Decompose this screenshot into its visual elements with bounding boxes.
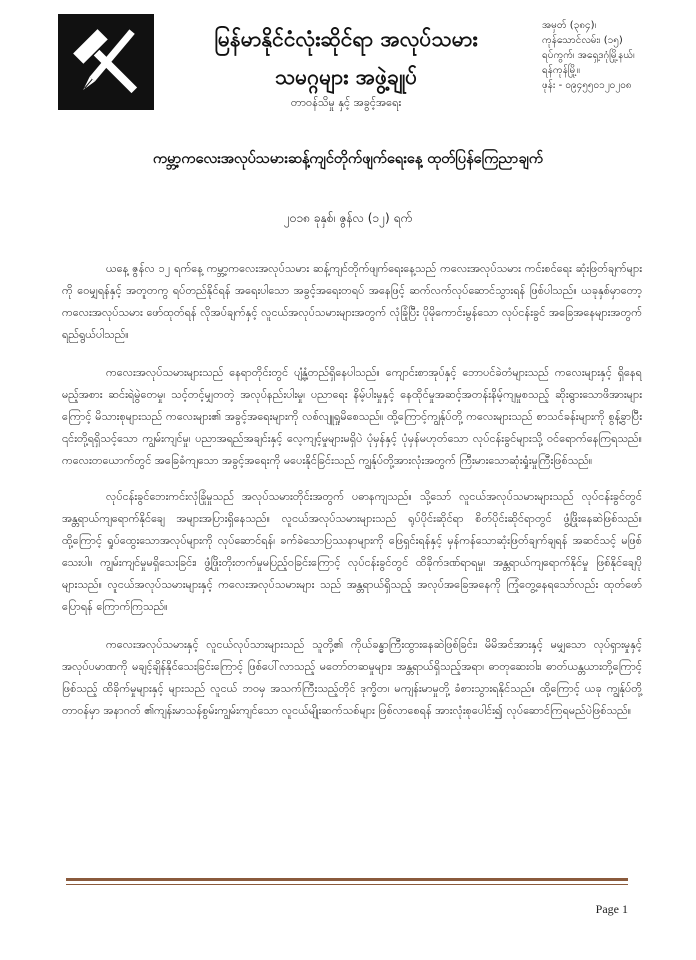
paragraph-3: လုပ်ငန်းခွင်ဘေးကင်းလုံခြုံမှုသည် အလုပ်သမားတိုင်းအတွက် ပဓာနကျသည်။ သို့သော် လူငယ်အလုပ်သမားများသည် လုပ်ငန်းခွင်တွင် အန္တရာယ်ကျရောက်နိုင်ချေ အများအပြားရှိနေသည်။ လူငယ်အလုပ်သမားများသည် ရုပ်ပိုင်းဆိုင်ရာ စိတ်ပိုင်းဆိုင်ရာတွင် ဖွံ့ဖြိုးနေဆဲဖြစ်သည်။ ထို့ကြောင့် ရှုပ်ထွေးသောအလုပ်များကို လုပ်ဆောင်ရန်၊ ခက်ခဲသောပြဿနာများကို ဖြေရှင်းရန်နှင့် မှန်ကန်သောဆုံးဖြတ်ချက်ချရန် အဆင်သင့် မဖြစ်သေးပါ။ ကျွမ်းကျင်မှုမရှိသေးခြင်း၊ ဖွံ့ဖြိုးတိုးတက်မှုမပြည့်ဝခြင်းကြောင့် လုပ်ငန်းခွင်တွင် ထိခိုက်ဒဏ်ရာရမှု၊ အန္တရာယ်ကျရောက်နိုင်မှု ဖြစ်နိုင်ချေပိုများသည်။ လူငယ်အလုပ်သမားများနှင့် ကလေးအလုပ်သမားများ သည် အန္တရာယ်ရှိသည့် အလုပ်အခြေအနေကို ကြုံတွေ့နေရသော်လည်း ထုတ်ဖော်ပြောရန် ကြောက်ကြသည်။ xyxy=(62,490,642,613)
paragraph-2: ကလေးအလုပ်သမားများသည် နေရာတိုင်းတွင် ပျံ့နှံ့တည်ရှိနေပါသည်။ ကျောင်းစာအုပ်နှင့် ဘောပင်ခဲတံများသည် ကလေးများနှင့် ရှိနေရမည့်အစား ဆင်းရဲမွဲတေမှု၊ သင့်တင့်မျှတတဲ့ အလုပ်နည်းပါးမှု၊ ပညာရေး နိမ့်ပါးမှုနှင့် နေထိုင်မှုအဆင့်အတန်းနိမ့်ကျမှုစသည့် ဆိုးရွားသောဖိအားများကြောင့် မိသားစုများသည် ကလေးများ၏ အခွင့်အရေးများကို လစ်လျူရှုမိစေသည်။ ထို့ကြောင့်ကျွန်ုပ်တို့ ကလေးများသည် စာသင်ခန်းများကို စွန့်ခွာပြီး ၎င်းတို့ရရှိသင့်သော ကျွမ်းကျင်မှု၊ ပညာအရည်အချင်းနှင့် လေ့ကျင့်မှုများမရှိပဲ ပုံမှန်နှင့် ပုံမှန်မဟုတ်သော လုပ်ငန်းခွင်များသို့ ဝင်ရောက်နေကြရသည်။ ကလေးတယောက်တွင် အခြေခံကျသော အခွင့်အရေးကို မပေးနိုင်ခြင်းသည် ကျွန်ုပ်တို့အားလုံးအတွက် ကြီးမားသောဆုံးရှုံးမှုကြီးဖြစ်သည်။ xyxy=(62,366,642,467)
address-block xyxy=(542,18,692,93)
footer-rule xyxy=(66,878,628,881)
org-name-line1: မြန်မာနိုင်ငံလုံးဆိုင်ရာ အလုပ်သမား xyxy=(214,27,478,51)
document-date: ၂၀၁၈ ခုနှစ်၊ ဇွန်လ (၁၂) ရက် xyxy=(283,211,413,225)
paragraph-4: ကလေးအလုပ်သမားနှင့် လူငယ်လုပ်သားများသည် သူတို့၏ ကိုယ်ခန္ဓာကြီးထွားနေဆဲဖြစ်ခြင်း၊ မိမိအင်အားနှင့် မမျှသော လုပ်ရှားမှုနှင့် အလုပ်ပမာဏကို မချင့်ချိန်နိုင်သေးခြင်းကြောင့် ဖြစ်ပေါ်လာသည့် မတော်တဆမှုများ၊ အန္တရာယ်ရှိသည့်အရာ၊ ဓာတုဆေးဝါး၊ ဓာတ်ယန္တယားတို့ကြောင့်ဖြစ်သည့် ထိခိုက်မှုများနှင့် များသည် လူငယ် ဘဝမှ အသက်ကြီးသည့်တိုင် ဒုက္ခိတ၊ မကျန်းမာမှုတို့ ခံစားသွားရနိုင်သည်။ ထို့ကြောင့် ယခု ကျွန်ုပ်တို့တာဝန်မှာ အနာဂတ် ၏ကျန်းမာသန်စွမ်းကျွမ်းကျင်သော လူငယ်မျိုးဆက်သစ်များ ဖြစ်လာစေရန် အားလုံးစုပေါင်း၍ လုပ်ဆောင်ကြရမည်ပဲဖြစ်သည်။ xyxy=(62,638,642,717)
address-line: ကုန်သောင်လမ်း၊ (၁၅) xyxy=(542,35,623,46)
document-title: ကမ္ဘာ့ကလေးအလုပ်သမားဆန့်ကျင်တိုက်ဖျက်ရေးနေ့ ထုတ်ပြန်ကြေညာချက် xyxy=(152,151,544,167)
address-line: ရန်ကုန်မြို့။ xyxy=(542,65,580,76)
union-logo xyxy=(58,14,154,110)
document-body xyxy=(62,258,642,738)
phone-line: ဖုန်း - ၀၉၄၅၅၀၁၂၀၂၀၈ xyxy=(542,80,632,91)
paragraph-1: ယနေ့ ဇွန်လ ၁၂ ရက်နေ့ ကမ္ဘာ့ကလေးအလုပ်သမား ဆန့်ကျင်တိုက်ဖျက်ရေးနေ့သည် ကလေးအလုပ်သမား ကင်းစင်ရေး ဆုံးဖြတ်ချက်များကို ဝေမျှရန်နှင့် အတူတကွ ရပ်တည်နိုင်ရန် အရေးပါသော အခွင့်အရေးတရပ် အနေဖြင့် ဆက်လက်လုပ်ဆောင်သွားရန် ဖြစ်ပါသည်။ ယခုနှစ်မှာတော့ ကလေးအလုပ်သမား ဖော်ထုတ်ရန် လိုအပ်ချက်နှင့် လူငယ်အလုပ်သမားများအတွက် လုံခြုံပြီး ပိုမိုကောင်းမွန်သော လုပ်ငန်းခွင် အခြေအနေများအတွက် ရည်ရွယ်ပါသည်။ xyxy=(62,262,642,341)
address-line: ရပ်ကွက်၊ အရှေ့ဒဂုံမြို့နယ်၊ xyxy=(542,50,635,61)
organization-name xyxy=(176,20,516,96)
footer-rule-thin xyxy=(66,884,628,885)
org-name-line2: သမဂ္ဂများ အဖွဲ့ချုပ် xyxy=(274,65,418,89)
address-line: အမှတ် (၃၈၄)၊ xyxy=(542,20,597,31)
organization-motto: တာဝန်သိမှု နှင့် အခွင့်အရေး xyxy=(290,96,402,109)
page-number: Page 1 xyxy=(595,902,628,916)
